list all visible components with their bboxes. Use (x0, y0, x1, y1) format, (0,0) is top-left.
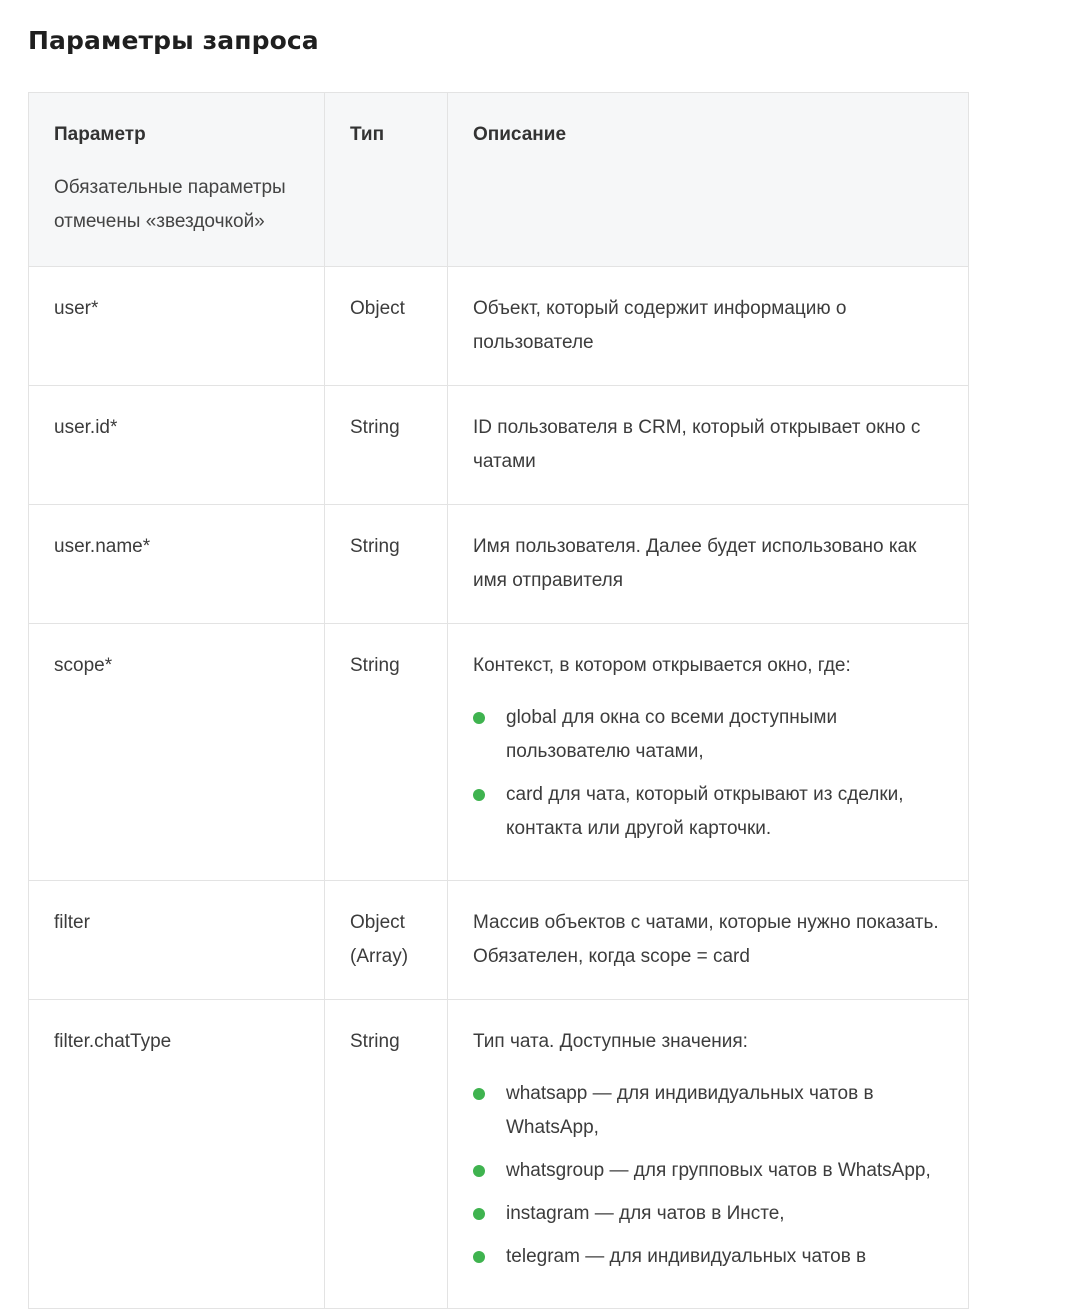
request-parameters-table (28, 92, 969, 1309)
column-header-description (448, 93, 969, 267)
list-item-text: global для окна со всеми доступными пользователю чатами, (506, 707, 838, 762)
param-description-text: Контекст, в котором открывается окно, где: (473, 655, 851, 676)
table-row (29, 386, 969, 505)
param-description-cell (448, 624, 969, 881)
table-row (29, 505, 969, 624)
bullet-dot-icon (473, 1165, 485, 1177)
param-name-cell: user* (29, 267, 325, 386)
list-item (473, 701, 943, 769)
table-row (29, 1000, 969, 1309)
column-header-parameter-label: Параметр (54, 124, 146, 145)
param-name-cell: user.id* (29, 386, 325, 505)
list-item (473, 1154, 943, 1188)
bullet-dot-icon (473, 1251, 485, 1263)
param-name-cell: filter (29, 881, 325, 1000)
param-type-cell: String (325, 386, 448, 505)
param-name-cell: filter.chatType (29, 1000, 325, 1309)
param-description-cell (448, 1000, 969, 1309)
column-header-type (325, 93, 448, 267)
param-description-text: ID пользователя в CRM, который открывает окно с чатами (473, 417, 921, 472)
param-type-cell: Object (325, 267, 448, 386)
param-type-cell: String (325, 624, 448, 881)
param-description-text: Массив объектов с чатами, которые нужно показать. Обязателен, когда scope = card (473, 912, 939, 967)
param-description-cell (448, 267, 969, 386)
list-item (473, 778, 943, 846)
list-item-text: whatsgroup — для групповых чатов в WhatsApp, (506, 1160, 931, 1181)
bullet-dot-icon (473, 1208, 485, 1220)
param-description-text: Имя пользователя. Далее будет использовано как имя отправителя (473, 536, 917, 591)
param-name-cell: scope* (29, 624, 325, 881)
required-params-note: Обязательные параметры отмечены «звездочкой» (54, 177, 286, 232)
column-header-parameter (29, 93, 325, 267)
bullet-dot-icon (473, 1088, 485, 1100)
table-row (29, 624, 969, 881)
table-header-row (29, 93, 969, 267)
param-type-cell: Object (Array) (325, 881, 448, 1000)
column-header-description-label: Описание (473, 124, 567, 145)
list-item-text: whatsapp — для индивидуальных чатов в WhatsApp, (506, 1083, 874, 1138)
param-description-text: Объект, который содержит информацию о пользователе (473, 298, 847, 353)
bullet-dot-icon (473, 712, 485, 724)
list-item (473, 1197, 943, 1231)
list-item-text: instagram — для чатов в Инсте, (506, 1203, 785, 1224)
list-item (473, 1240, 943, 1274)
param-name-cell: user.name* (29, 505, 325, 624)
param-type-cell: String (325, 505, 448, 624)
list-item-text: card для чата, который открывают из сделки, контакта или другой карточки. (506, 784, 904, 839)
table-row (29, 881, 969, 1000)
scope-values-list (473, 701, 943, 846)
bullet-dot-icon (473, 789, 485, 801)
param-type-cell: String (325, 1000, 448, 1309)
page-title: Параметры запроса (28, 26, 319, 55)
column-header-type-label: Тип (350, 124, 385, 145)
list-item (473, 1077, 943, 1145)
param-description-text: Тип чата. Доступные значения: (473, 1031, 748, 1052)
chat-type-values-list (473, 1077, 943, 1274)
table-row (29, 267, 969, 386)
param-description-cell (448, 505, 969, 624)
list-item-text: telegram — для индивидуальных чатов в (506, 1246, 867, 1267)
param-description-cell (448, 881, 969, 1000)
param-description-cell (448, 386, 969, 505)
